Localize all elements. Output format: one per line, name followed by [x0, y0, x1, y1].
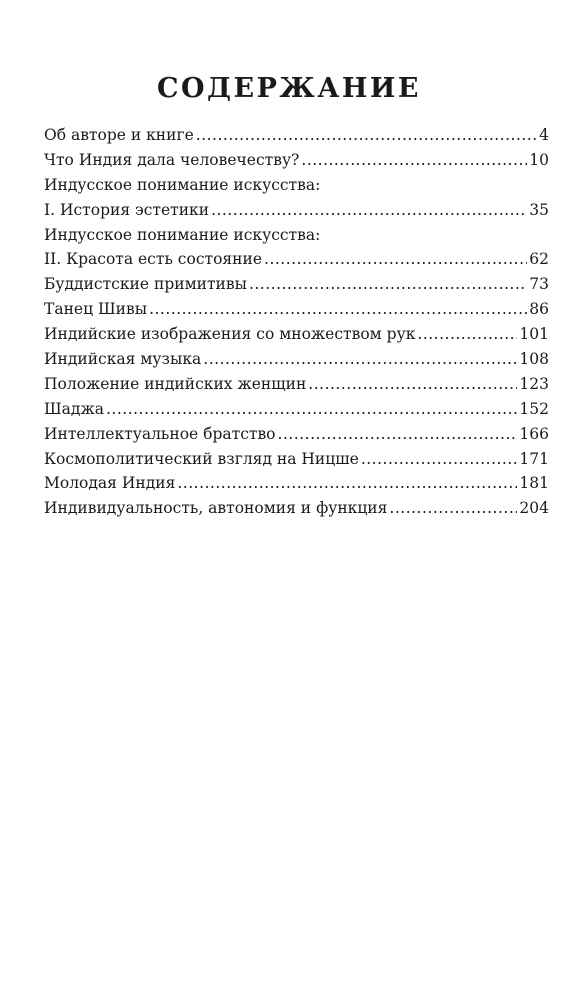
toc-entry[interactable] — [44, 372, 549, 397]
toc-dot-leader — [249, 272, 527, 297]
toc-page-number: 123 — [519, 374, 549, 393]
toc-entry-title: Индийские изображения со множеством рук — [44, 325, 416, 344]
toc-entry-title: Индусское понимание искусства: — [44, 225, 321, 244]
toc-page-number: 73 — [529, 275, 549, 294]
toc-entry-title: Индивидуальность, автономия и функция — [44, 499, 388, 518]
toc-dot-leader — [211, 198, 527, 223]
toc-entry[interactable] — [44, 297, 549, 322]
toc-entry[interactable] — [44, 347, 549, 372]
toc-page-number: 171 — [519, 449, 549, 468]
toc-page-number: 86 — [529, 300, 549, 319]
toc-dot-leader — [177, 471, 517, 496]
toc-section-heading — [44, 173, 549, 198]
page-title: СОДЕРЖАНИЕ — [157, 73, 421, 104]
toc-dot-leader — [278, 422, 518, 447]
toc-page-number: 152 — [519, 399, 549, 418]
toc-dot-leader — [301, 148, 527, 173]
toc-page-number: 4 — [539, 126, 549, 144]
toc-entry[interactable] — [44, 198, 549, 223]
toc-entry[interactable] — [44, 148, 549, 173]
toc-entry-title: Индусское понимание искусства: — [44, 175, 321, 194]
toc-entry-title: Интеллектуальное братство — [44, 424, 276, 443]
toc-entry[interactable] — [44, 322, 549, 347]
toc-dot-leader — [264, 247, 527, 272]
toc-entry[interactable] — [44, 422, 549, 447]
toc-page-number: 35 — [529, 200, 549, 219]
toc-dot-leader — [389, 496, 517, 521]
toc-page-number: 166 — [519, 424, 549, 443]
toc-entry-title: I. История эстетики — [44, 200, 210, 219]
toc-entry[interactable] — [44, 247, 549, 272]
toc-entry-title: Танец Шивы — [44, 300, 148, 319]
toc-dot-leader — [106, 397, 517, 422]
toc-entry[interactable] — [44, 272, 549, 297]
toc-entry-title: Положение индийских женщин — [44, 374, 307, 393]
toc-dot-leader — [196, 123, 537, 148]
toc-page-number: 101 — [519, 325, 549, 344]
toc-entry[interactable] — [44, 471, 549, 496]
toc-dot-leader — [149, 297, 527, 322]
toc-entry[interactable] — [44, 496, 549, 521]
toc-dot-leader — [361, 447, 518, 472]
toc-dot-leader — [203, 347, 517, 372]
toc-section-heading — [44, 223, 549, 248]
toc-entry-title: Индийская музыка — [44, 350, 202, 369]
toc-entry-title: II. Красота есть состояние — [44, 250, 263, 269]
toc-entry-title: Молодая Индия — [44, 474, 176, 493]
table-of-contents — [44, 123, 549, 521]
toc-page-number: 62 — [529, 250, 549, 269]
toc-page-number: 108 — [519, 350, 549, 369]
toc-entry[interactable] — [44, 123, 549, 148]
toc-page-number: 204 — [519, 499, 549, 518]
toc-entry-title: Космополитический взгляд на Ницше — [44, 449, 359, 468]
toc-entry-title: Шаджа — [44, 399, 104, 418]
toc-entry[interactable] — [44, 397, 549, 422]
toc-entry-title: Что Индия дала человечеству? — [44, 150, 300, 169]
toc-dot-leader — [308, 372, 517, 397]
toc-entry-title: Буддистские примитивы — [44, 275, 247, 294]
toc-entry[interactable] — [44, 447, 549, 472]
toc-page-number: 10 — [529, 150, 549, 169]
toc-entry-title: Об авторе и книге — [44, 126, 194, 144]
toc-dot-leader — [417, 322, 517, 347]
toc-page-number: 181 — [519, 474, 549, 493]
